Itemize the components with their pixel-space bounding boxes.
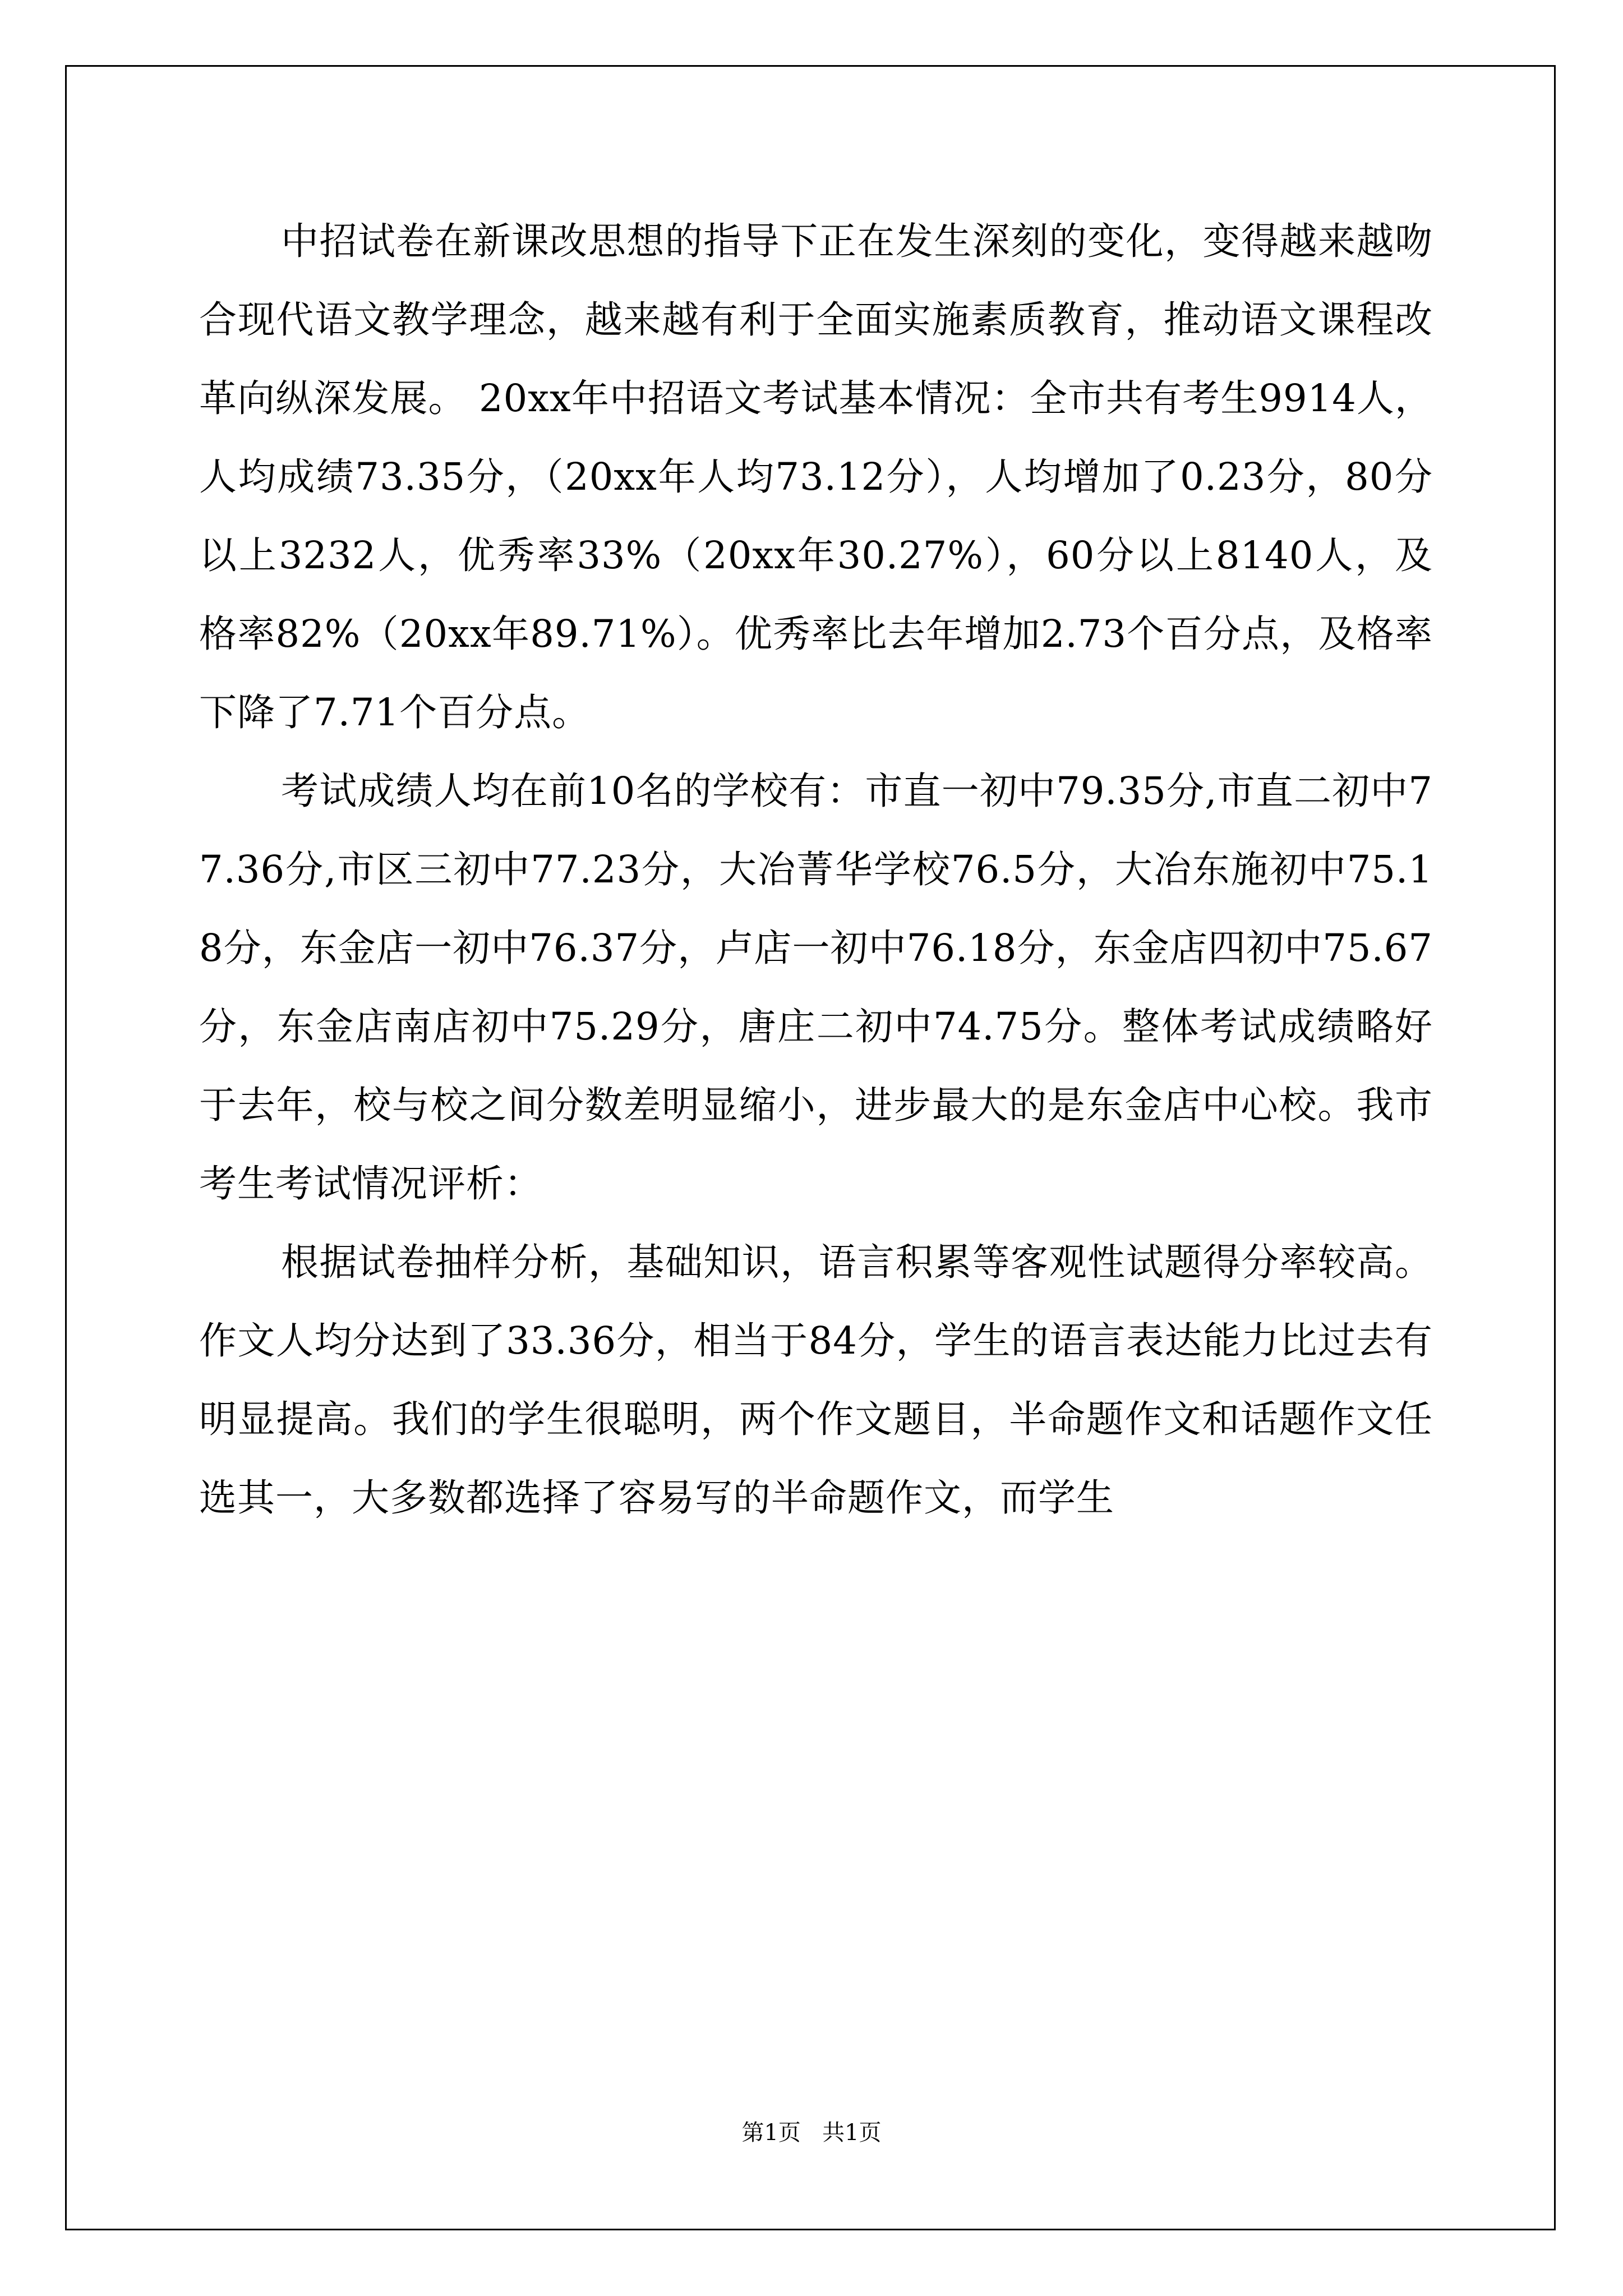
paragraph-exam-overview: 中招试卷在新课改思想的指导下正在发生深刻的变化，变得越来越吻合现代语文教学理念，越来越有利于全面实施素质教育，推动语文课程改革向纵深发展。 20xx年中招语文考试基本情况：全市共有考生9914人，人均成绩73.35分，（20xx年人均73.12分），人均增加了0.23分，80分以上3232人，优秀率33%（20xx年30.27%），60分以上8140人，及格率82%（20xx年89.71%）。优秀率比去年增加2.73个百分点，及格率下降了7.71个百分点。 — [199, 219, 1433, 734]
document-body — [199, 202, 1433, 1537]
paragraph-top-schools: 考试成绩人均在前10名的学校有：市直一初中79.35分,市直二初中77.36分,市区三初中77.23分，大冶菁华学校76.5分，大冶东施初中75.18分，东金店一初中76.37分，卢店一初中76.18分，东金店四初中75.67分，东金店南店初中75.29分，唐庄二初中74.75分。整体考试成绩略好于去年，校与校之间分数差明显缩小，进步最大的是东金店中心校。我市考生考试情况评析： — [199, 769, 1433, 1205]
page-footer — [0, 2115, 1623, 2147]
page-number: 第1页 — [741, 2120, 801, 2146]
page-total: 共1页 — [822, 2120, 882, 2146]
paragraph-analysis: 根据试卷抽样分析，基础知识，语言积累等客观性试题得分率较高。作文人均分达到了33.36分，相当于84分，学生的语言表达能力比过去有明显提高。我们的学生很聪明，两个作文题目，半命题作文和话题作文任选其一，大多数都选择了容易写的半命题作文，而学生 — [199, 1240, 1433, 1520]
